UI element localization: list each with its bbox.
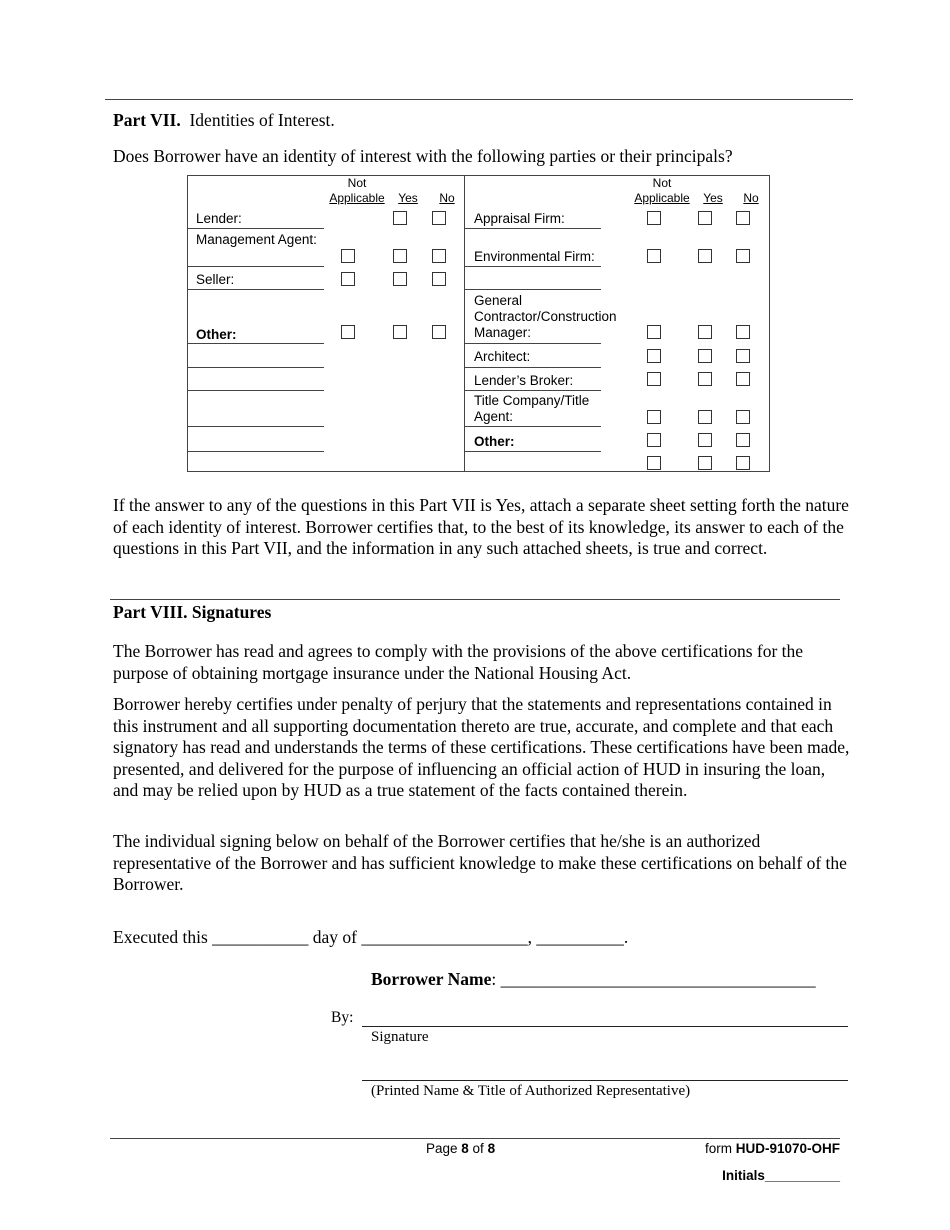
checkbox-yes[interactable]: [698, 349, 712, 363]
checkbox-no[interactable]: [736, 433, 750, 447]
part8-heading: Part VIII. Signatures: [113, 602, 272, 622]
checkbox-no[interactable]: [736, 249, 750, 263]
checkbox-na[interactable]: [647, 456, 661, 470]
top-rule: [105, 99, 853, 100]
row-label: Appraisal Firm:: [474, 211, 565, 226]
row-label: Other:: [474, 434, 515, 449]
checkbox-na[interactable]: [341, 325, 355, 339]
row-underline: [188, 266, 324, 267]
checkbox-na[interactable]: [647, 410, 661, 424]
row-label: Lender’s Broker:: [474, 373, 574, 388]
checkbox-no[interactable]: [432, 272, 446, 286]
header-yes-right: Yes: [703, 191, 723, 205]
row-underline: [465, 426, 601, 427]
part7-heading: [113, 110, 335, 132]
checkbox-yes[interactable]: [698, 211, 712, 225]
row-underline: [465, 266, 601, 267]
row-label: Title Company/Title Agent:: [474, 393, 590, 424]
checkbox-no[interactable]: [736, 325, 750, 339]
checkbox-no[interactable]: [736, 349, 750, 363]
checkbox-no[interactable]: [736, 211, 750, 225]
row-label: Lender:: [196, 211, 242, 226]
header-yes-left: Yes: [398, 191, 418, 205]
checkbox-na[interactable]: [341, 272, 355, 286]
form-id: form HUD-91070-OHF: [704, 1141, 840, 1156]
checkbox-yes[interactable]: [393, 211, 407, 225]
row-underline: [465, 343, 601, 344]
row-underline: [465, 451, 601, 452]
row-underline: [465, 228, 601, 229]
row-underline[interactable]: [188, 390, 324, 391]
page-number: Page 8 of 8: [426, 1141, 496, 1156]
row-underline: [465, 367, 601, 368]
by-label: By:: [331, 1009, 354, 1026]
checkbox-na[interactable]: [647, 433, 661, 447]
executed-line[interactable]: Executed this ___________ day of ___________________, __________.: [113, 927, 629, 947]
row-underline: [188, 343, 324, 344]
printed-name-label: (Printed Name & Title of Authorized Representative): [371, 1083, 691, 1099]
checkbox-yes[interactable]: [393, 249, 407, 263]
part7-heading-bold: Part VII.: [113, 110, 181, 130]
checkbox-yes[interactable]: [698, 456, 712, 470]
part8-paragraph-1: The Borrower has read and agrees to comply with the provisions of the above certifications for the purpose of obtaining mortgage insurance under the National Housing Act.: [113, 641, 804, 683]
header-no-left: No: [439, 191, 455, 205]
part7-heading-text: Identities of Interest.: [189, 110, 335, 130]
initials-field[interactable]: Initials__________: [722, 1168, 840, 1183]
header-na-left: Not Applicable: [329, 176, 385, 205]
part7-note: If the answer to any of the questions in this Part VII is Yes, attach a separate sheet setting forth the nature of each identity of interest. Borrower certifies that, to the best of its knowledge, its answer to each of the questions in this Part VII, and the information in any such attached sheets, is true and correct.: [113, 495, 849, 559]
checkbox-yes[interactable]: [698, 325, 712, 339]
checkbox-no[interactable]: [736, 372, 750, 386]
checkbox-na[interactable]: [647, 349, 661, 363]
signature-label: Signature: [371, 1029, 429, 1045]
part8-rule: [110, 599, 840, 600]
borrower-name-line[interactable]: : ____________________________________: [491, 969, 816, 989]
row-underline: [465, 390, 601, 391]
row-underline[interactable]: [188, 426, 324, 427]
checkbox-yes[interactable]: [698, 249, 712, 263]
checkbox-yes[interactable]: [698, 433, 712, 447]
checkbox-na[interactable]: [341, 249, 355, 263]
borrower-name-label: Borrower Name: [371, 969, 492, 989]
checkbox-no[interactable]: [736, 410, 750, 424]
part7-question: Does Borrower have an identity of interest with the following parties or their principals?: [113, 146, 733, 166]
header-no-right: No: [743, 191, 759, 205]
checkbox-yes[interactable]: [698, 410, 712, 424]
checkbox-yes[interactable]: [393, 325, 407, 339]
row-label: Other:: [196, 327, 237, 342]
part8-paragraph-2: Borrower hereby certifies under penalty of perjury that the statements and representations contained in this instrument and all supporting documentation thereto are true, accurate, and complete and that each signatory has read and understands the terms of these certifications. These certifications have been made, presented, and delivered for the purpose of influencing an official action of HUD in insuring the loan, and may be relied upon by HUD as a true statement of the facts contained therein.: [113, 694, 850, 801]
checkbox-na[interactable]: [647, 211, 661, 225]
checkbox-na[interactable]: [647, 249, 661, 263]
row-underline[interactable]: [188, 451, 324, 452]
checkbox-na[interactable]: [647, 372, 661, 386]
row-label: Management Agent:: [196, 232, 317, 247]
part8-paragraph-3: The individual signing below on behalf of the Borrower certifies that he/she is an authorized representative of the Borrower and has sufficient knowledge to make these certifications on behalf of the Borrower.: [113, 831, 847, 895]
checkbox-yes[interactable]: [698, 372, 712, 386]
checkbox-no[interactable]: [432, 249, 446, 263]
borrower-name-field[interactable]: [371, 969, 816, 991]
row-label: Environmental Firm:: [474, 249, 595, 264]
checkbox-no[interactable]: [432, 325, 446, 339]
row-label: Architect:: [474, 349, 531, 364]
checkbox-no[interactable]: [736, 456, 750, 470]
row-label: Seller:: [196, 272, 235, 287]
signature-line[interactable]: [362, 1026, 848, 1027]
checkbox-no[interactable]: [432, 211, 446, 225]
row-underline[interactable]: [188, 367, 324, 368]
header-na-right: Not Applicable: [634, 176, 690, 205]
checkbox-yes[interactable]: [393, 272, 407, 286]
row-underline: [188, 289, 324, 290]
footer-rule: [110, 1138, 840, 1139]
identity-of-interest-table: [187, 175, 770, 472]
row-underline: [188, 228, 324, 229]
row-underline[interactable]: [465, 289, 601, 290]
checkbox-na[interactable]: [647, 325, 661, 339]
row-label: General Contractor/Construction Manager:: [474, 293, 617, 340]
